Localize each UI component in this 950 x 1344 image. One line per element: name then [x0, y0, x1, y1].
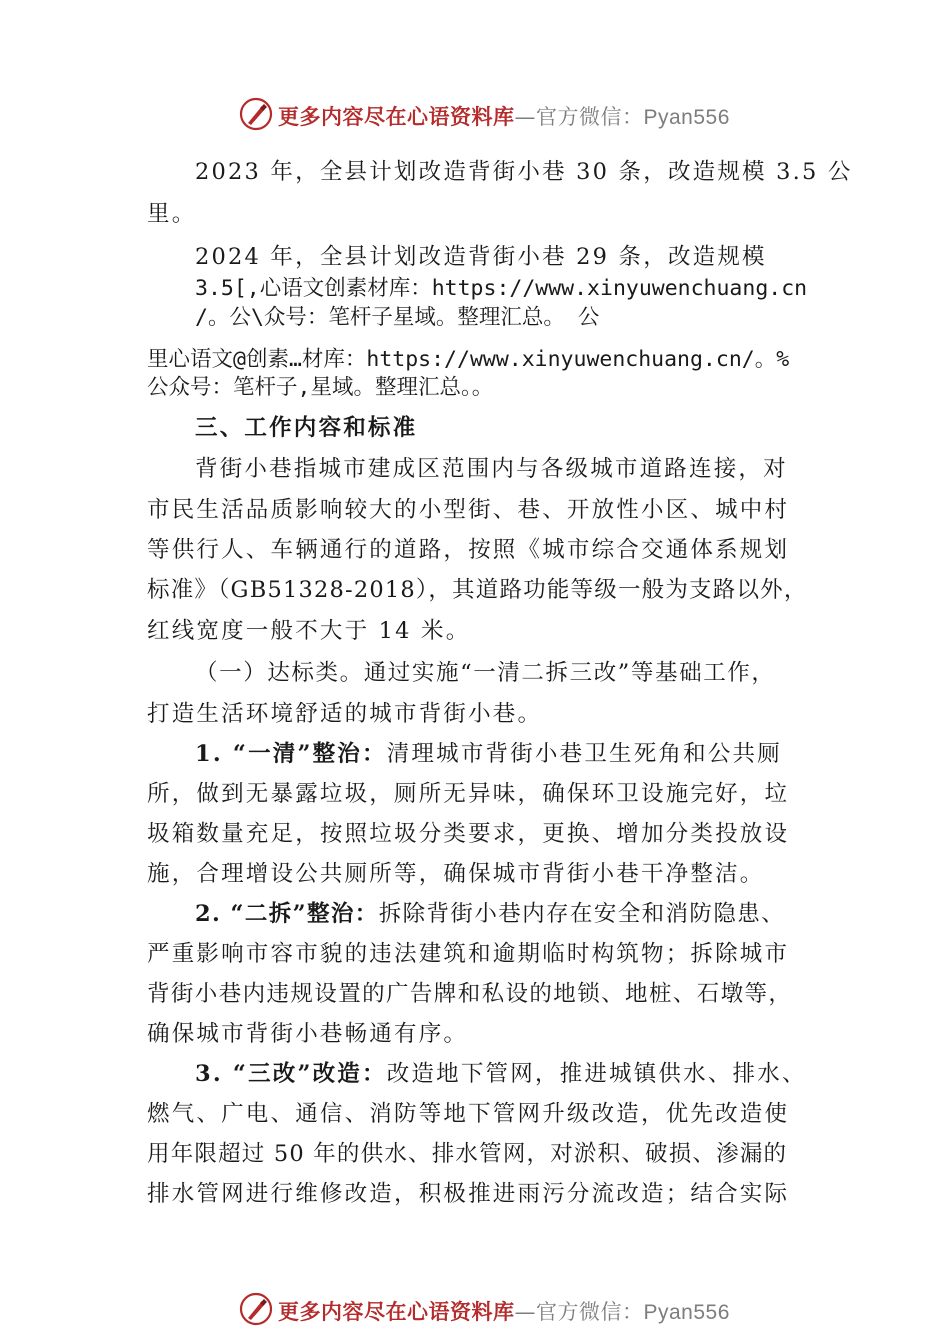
- pen-nib-logo-icon: [238, 1291, 274, 1327]
- text-line: 打造生活环境舒适的城市背街小巷。: [147, 701, 543, 727]
- text-line: 市民生活品质影响较大的小型街、巷、开放性小区、城中村: [147, 497, 790, 523]
- text-line: 红线宽度一般不大于 14 米。: [147, 618, 471, 644]
- text-line: 里。: [147, 201, 197, 227]
- text-line: 背街小巷内违规设置的广告牌和私设的地锁、地桩、石墩等，: [147, 981, 793, 1007]
- banner-red-text: 更多内容尽在心语资料库: [278, 1300, 515, 1324]
- text-line: （一）达标类。通过实施“一清二拆三改”等基础工作，: [195, 660, 776, 686]
- text-line: 排水管网进行维修改造，积极推进雨污分流改造；结合实际: [147, 1181, 790, 1207]
- text-line: 背街小巷指城市建成区范围内与各级城市道路连接，对: [195, 456, 788, 482]
- text-line: 所，做到无暴露垃圾，厕所无异味，确保环卫设施完好，垃: [147, 781, 790, 807]
- banner-gray-text: —官方微信：: [514, 105, 644, 129]
- header-banner: [0, 94, 950, 134]
- text-line: 确保城市背街小巷畅通有序。: [147, 1021, 469, 1047]
- section-heading: 三、工作内容和标准: [195, 415, 418, 441]
- banner-wechat-id: Pyan556: [643, 106, 730, 129]
- item-line: 1. “一清”整治：清理城市背街小巷卫生死角和公共厕: [195, 741, 782, 767]
- item-label: 2. “二拆”整治：: [195, 901, 379, 927]
- text-line: 施，合理增设公共厕所等，确保城市背街小巷干净整洁。: [147, 861, 765, 887]
- watermark-line: 里心语文@创素…材库：https://www.xinyuwenchuang.cn/。%: [147, 347, 790, 372]
- text-line: 2024 年，全县计划改造背街小巷 29 条，改造规模: [195, 244, 767, 270]
- text-line: 用年限超过 50 年的供水、排水管网，对淤积、破损、渗漏的: [147, 1141, 788, 1167]
- watermark-line: 3.5[,心语文创素材库：https://www.xinyuwenchuang.cn: [195, 276, 808, 301]
- text-line: 2023 年，全县计划改造背街小巷 30 条，改造规模 3.5 公: [195, 159, 853, 185]
- banner-wechat-id: Pyan556: [643, 1301, 730, 1324]
- pen-nib-logo-icon: [238, 96, 274, 132]
- watermark-line: /。公\众号：笔杆子星域。整理汇总。 公: [195, 305, 600, 330]
- text-line: 圾箱数量充足，按照垃圾分类要求，更换、增加分类投放设: [147, 821, 790, 847]
- banner-gray-text: —官方微信：: [514, 1300, 644, 1324]
- watermark-line: 公众号：笔杆子,星域。整理汇总。。: [147, 375, 494, 400]
- banner-text: [278, 1296, 730, 1326]
- text-line: 严重影响市容市貌的违法建筑和逾期临时构筑物；拆除城市: [147, 941, 790, 967]
- item-label: 1. “一清”整治：: [195, 741, 387, 767]
- item-line: 3. “三改”改造：改造地下管网，推进城镇供水、排水、: [195, 1061, 807, 1087]
- text-line: 燃气、广电、通信、消防等地下管网升级改造，优先改造使: [147, 1101, 790, 1127]
- footer-banner: [0, 1289, 950, 1329]
- item-line: 2. “二拆”整治：拆除背街小巷内存在安全和消防隐患、: [195, 901, 786, 927]
- banner-text: [278, 101, 730, 131]
- text-line: 等供行人、车辆通行的道路，按照《城市综合交通体系规划: [147, 537, 790, 563]
- text-line: 标准》（GB51328-2018），其道路功能等级一般为支路以外，: [147, 577, 808, 603]
- item-label: 3. “三改”改造：: [195, 1061, 387, 1087]
- banner-red-text: 更多内容尽在心语资料库: [278, 105, 515, 129]
